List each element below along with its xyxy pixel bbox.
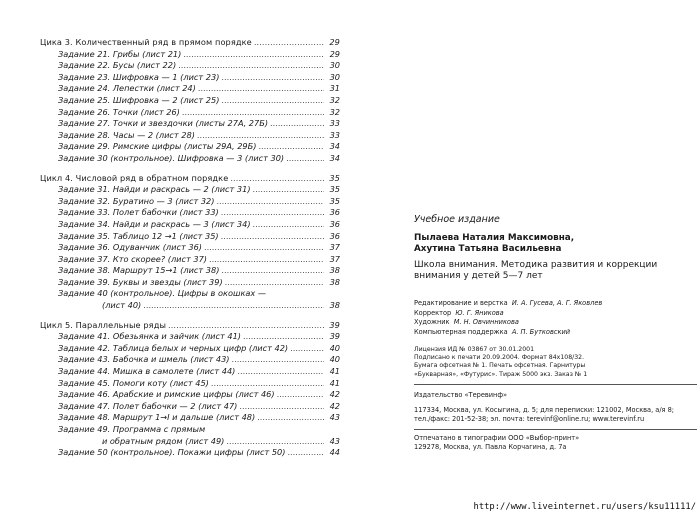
- publisher: [414, 391, 694, 424]
- toc-task-continuation-text: и обратным рядом (лист 49): [102, 435, 225, 446]
- printer: [414, 434, 694, 452]
- dot-leader: [253, 219, 324, 231]
- toc-task-entry: [40, 196, 340, 208]
- credit-line: [414, 309, 694, 319]
- dot-leader: [258, 141, 324, 153]
- edition-type: Учебное издание: [414, 214, 500, 225]
- toc-task-entry: [40, 343, 340, 355]
- printer-line: 129278, Москва, ул. Павла Корчагина, д. 7а: [414, 443, 567, 451]
- title-line: Школа внимания. Методика развития и коррекции: [414, 260, 658, 270]
- dot-leader: [221, 207, 324, 219]
- page-number: 36: [329, 207, 340, 218]
- credit-name: И. А. Гусева, А. Г. Яковлев: [511, 299, 603, 307]
- page-number: 42: [329, 400, 340, 411]
- page-number: 43: [329, 435, 340, 446]
- page-number: 38: [329, 276, 340, 287]
- toc-task-entry: [40, 254, 340, 266]
- credit-name: А. П. Бутковский: [511, 327, 571, 336]
- toc-task-entry: [40, 153, 340, 165]
- page-number: 34: [329, 152, 340, 163]
- toc-task-continuation: [40, 436, 340, 448]
- page-number: 36: [329, 230, 340, 241]
- toc-task-entry: [40, 219, 340, 231]
- page-number: 32: [329, 106, 340, 117]
- page-number: 33: [329, 118, 340, 129]
- dot-leader: [239, 401, 324, 413]
- toc-task-entry-text: Задание 33. Полет бабочки (лист 33): [58, 207, 219, 218]
- toc-task-entry-text: Задание 46. Арабские и римские цифры (лист 46): [58, 389, 275, 400]
- credit-line: [414, 318, 694, 328]
- toc-cycle-heading: [40, 37, 340, 49]
- page-number: 30: [329, 71, 340, 82]
- page-number: 44: [329, 447, 340, 458]
- toc-task-entry-text: Задание 26. Точки (лист 26): [58, 106, 180, 117]
- page-number: 39: [329, 319, 340, 330]
- toc-cycle-heading-text: Цика 3. Количественный ряд в прямом порядке: [40, 37, 252, 47]
- toc-task-entry: [40, 107, 340, 119]
- toc-task-entry: [40, 412, 340, 424]
- dot-leader: [183, 49, 324, 61]
- dot-leader: [254, 37, 324, 49]
- dot-leader: [287, 447, 324, 459]
- page-number: 38: [329, 265, 340, 276]
- page-number: 35: [329, 172, 340, 183]
- dot-leader: [197, 130, 324, 142]
- page-number: 35: [329, 184, 340, 195]
- toc-task-entry-text: Задание 38. Маршрут 15→1 (лист 38): [58, 265, 220, 276]
- page-number: 40: [329, 342, 340, 353]
- dot-leader: [290, 343, 324, 355]
- right-page: [350, 0, 700, 516]
- toc-cycle-heading: [40, 320, 340, 332]
- page-number: 33: [329, 129, 340, 140]
- toc-section: [40, 173, 340, 312]
- toc-task-entry-text: Задание 34. Найди и раскрась — 3 (лист 34): [58, 218, 251, 229]
- dot-leader: [286, 153, 324, 165]
- book-title: [414, 260, 694, 282]
- toc-task-entry-text: Задание 32. Буратино — 3 (лист 32): [58, 195, 215, 206]
- toc-task-entry-text: Задание 50 (контрольное). Покажи цифры (лист 50): [58, 447, 286, 458]
- toc-task-entry-text: Задание 31. Найди и раскрась — 2 (лист 31): [58, 184, 251, 195]
- print-line: Лицензия ИД № 03867 от 30.01.2001: [414, 346, 535, 353]
- toc-section: [40, 37, 340, 165]
- dot-leader: [253, 184, 324, 196]
- page-number: 37: [329, 253, 340, 264]
- dot-leader: [226, 436, 324, 448]
- toc-task-entry-text: Задание 40 (контрольное). Цифры в окошках —: [58, 288, 267, 299]
- dot-leader: [178, 60, 324, 72]
- toc-task-entry: [40, 354, 340, 366]
- toc-task-entry-text: Задание 35. Таблицо 12 →1 (лист 35): [58, 230, 219, 241]
- dot-leader: [225, 277, 324, 289]
- toc-task-entry: [40, 424, 340, 436]
- toc-task-entry-text: Задание 27. Точки и звездочки (листы 27А, 27Б): [58, 118, 269, 129]
- dot-leader: [198, 83, 324, 95]
- credit-name: М. Н. Овчинникова: [453, 318, 519, 327]
- print-info: [414, 346, 694, 379]
- credit-role: Компьютерная поддержка: [414, 327, 508, 336]
- page-number: 32: [329, 94, 340, 105]
- dot-leader: [216, 196, 324, 208]
- toc-task-entry-text: Задание 36. Одуванчик (лист 36): [58, 242, 202, 253]
- toc-task-entry: [40, 401, 340, 413]
- dot-leader: [168, 320, 324, 332]
- page-number: 39: [329, 331, 340, 342]
- dot-leader: [277, 389, 324, 401]
- toc-task-entry-text: Задание 29. Римские цифры (листы 29А, 29Б): [58, 141, 257, 152]
- credit-role: Корректор: [414, 308, 452, 317]
- toc-task-entry: [40, 118, 340, 130]
- print-line: Подписано к печати 20.09.2004. Формат 84х108/32.: [414, 354, 585, 362]
- dot-leader: [182, 107, 324, 119]
- credits: [414, 299, 694, 337]
- toc-task-entry: [40, 207, 340, 219]
- toc-task-entry-text: Задание 22. Бусы (лист 22): [58, 60, 177, 71]
- toc-task-entry-text: Задание 42. Таблица белых и черных цифр (лист 42): [58, 342, 289, 353]
- page-number: 41: [329, 377, 340, 388]
- page-number: 30: [329, 60, 340, 71]
- toc-task-entry-text: Задание 24. Лепестки (лист 24): [58, 83, 196, 94]
- dot-leader: [230, 173, 324, 185]
- dot-leader: [270, 118, 324, 130]
- page-number: 40: [329, 354, 340, 365]
- dot-leader: [257, 412, 324, 424]
- toc-task-entry: [40, 83, 340, 95]
- toc-task-entry: [40, 141, 340, 153]
- toc-task-entry: [40, 288, 340, 300]
- toc-task-entry-text: Задание 44. Мишка в самолете (лист 44): [58, 366, 236, 377]
- toc-task-entry-text: Задание 25. Шифровка — 2 (лист 25): [58, 94, 220, 105]
- page-number: 31: [329, 83, 340, 94]
- dot-leader: [211, 378, 324, 390]
- page-number: 37: [329, 242, 340, 253]
- print-line: Бумага офсетная № 1. Печать офсетная. Гарнитуры: [414, 362, 586, 370]
- credit-line: [414, 299, 694, 309]
- toc-task-entry: [40, 49, 340, 61]
- toc-task-entry: [40, 184, 340, 196]
- page-number: 36: [329, 218, 340, 229]
- toc-task-entry-text: Задание 49. Программа с прямым: [58, 424, 206, 434]
- toc-task-entry: [40, 95, 340, 107]
- toc-task-entry: [40, 72, 340, 84]
- toc-task-entry: [40, 447, 340, 459]
- page-number: 35: [329, 195, 340, 206]
- author-line: Пылаева Наталия Максимовна,: [414, 233, 575, 243]
- watermark-url: http://www.liveinternet.ru/users/ksu11111/: [473, 502, 696, 512]
- toc-task-entry-text: Задание 28. Часы — 2 (лист 28): [58, 129, 195, 140]
- toc-cycle-heading-text: Цикл 4. Числовой ряд в обратном порядке: [40, 172, 229, 183]
- toc-task-continuation-text: (лист 40): [102, 300, 142, 311]
- toc-task-entry: [40, 331, 340, 343]
- dot-leader: [237, 366, 324, 378]
- toc-task-entry-text: Задание 47. Полет бабочки — 2 (лист 47): [58, 400, 238, 411]
- dot-leader: [204, 242, 324, 254]
- toc-task-entry: [40, 378, 340, 390]
- print-line: «Букварная», «Футурис». Тираж 5000 экз. Заказ № 1: [414, 370, 588, 378]
- author-line: Ахутина Татьяна Васильевна: [414, 244, 562, 254]
- dot-leader: [243, 331, 324, 343]
- page-number: 29: [329, 48, 340, 59]
- toc-task-entry-text: Задание 41. Обезьянка и зайчик (лист 41): [58, 331, 241, 342]
- toc-task-entry-text: Задание 37. Кто скорее? (лист 37): [58, 253, 207, 264]
- title-line: внимания у детей 5—7 лет: [414, 271, 543, 281]
- credit-role: Редактирование и верстка: [414, 299, 508, 307]
- toc-task-continuation: [40, 300, 340, 312]
- toc-task-entry: [40, 60, 340, 72]
- page-number: 41: [329, 366, 340, 377]
- toc-task-entry: [40, 366, 340, 378]
- toc-task-entry-text: Задание 23. Шифровка — 1 (лист 23): [58, 71, 220, 82]
- dot-leader: [209, 254, 324, 266]
- toc-task-entry: [40, 265, 340, 277]
- toc-task-entry-text: Задание 39. Буквы и звезды (лист 39): [58, 276, 223, 287]
- page-number: 38: [329, 300, 340, 311]
- toc-task-entry: [40, 231, 340, 243]
- dot-leader: [221, 265, 324, 277]
- dot-leader: [143, 300, 324, 312]
- toc-task-entry: [40, 389, 340, 401]
- toc-task-entry-text: Задание 48. Маршрут 1→I и дальше (лист 48): [58, 412, 256, 423]
- dot-leader: [221, 231, 324, 243]
- toc-section: [40, 320, 340, 459]
- publisher-name: Издательство «Теревинф»: [414, 391, 508, 399]
- divider: [414, 429, 697, 430]
- toc-cycle-heading: [40, 173, 340, 185]
- page-number: 29: [329, 37, 340, 47]
- authors: [414, 233, 574, 255]
- credit-line: [414, 328, 694, 338]
- toc-task-entry-text: Задание 45. Помоги коту (лист 45): [58, 377, 209, 388]
- toc-task-entry: [40, 130, 340, 142]
- table-of-contents: [40, 37, 340, 467]
- toc-task-entry-text: Задание 30 (контрольное). Шифровка — 3 (лист 30): [58, 152, 285, 163]
- publisher-line: 117334, Москва, ул. Косыгина, д. 5; для переписки: 121002, Москва, а/я 8;: [414, 406, 675, 414]
- printer-line: Отпечатано в типографии ООО «Выбор-принт»: [414, 434, 580, 442]
- credit-name: Ю. Г. Яникова: [455, 308, 504, 317]
- toc-cycle-heading-text: Цикл 5. Параллельные ряды: [40, 319, 167, 330]
- toc-task-entry-text: Задание 21. Грибы (лист 21): [58, 48, 182, 59]
- divider: [414, 384, 697, 385]
- toc-task-entry-text: Задание 43. Бабочка и шмель (лист 43): [58, 354, 230, 365]
- toc-task-entry: [40, 242, 340, 254]
- dot-leader: [221, 72, 324, 84]
- dot-leader: [232, 354, 324, 366]
- toc-task-entry: [40, 277, 340, 289]
- dot-leader: [221, 95, 324, 107]
- page-number: 34: [329, 141, 340, 152]
- page-number: 43: [329, 412, 340, 423]
- credit-role: Художник: [414, 318, 450, 327]
- page-number: 42: [329, 389, 340, 400]
- publisher-line: тел./факс: 201-52-38; эл. почта: terevinf@online.ru; www.terevinf.ru: [414, 415, 645, 423]
